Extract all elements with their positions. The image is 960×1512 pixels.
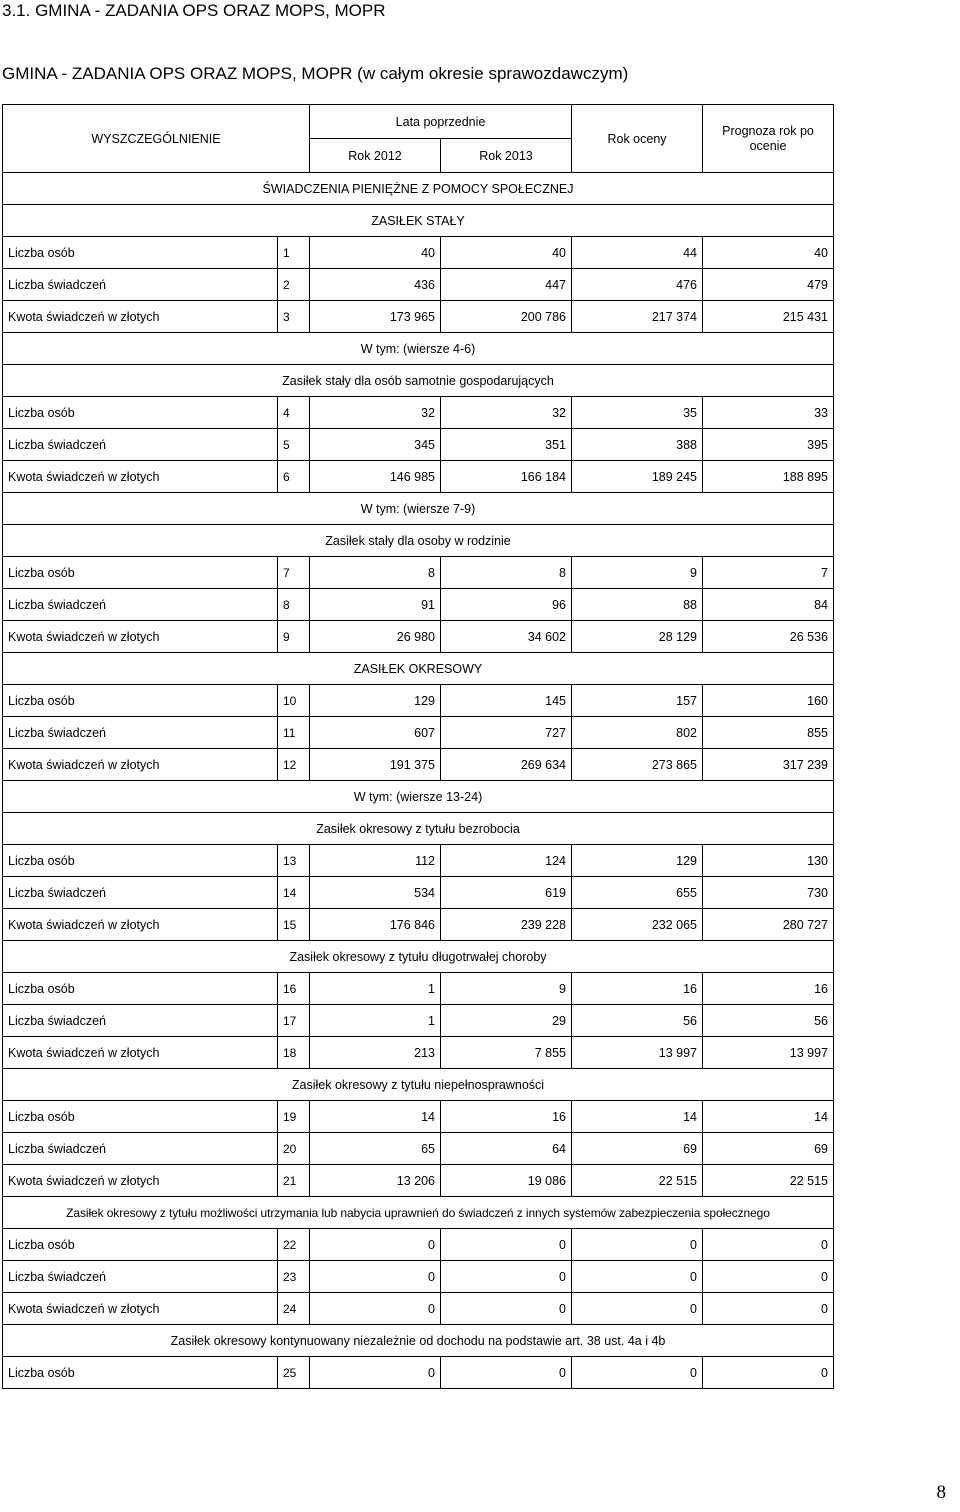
value-assessment-year: 0 (572, 1293, 703, 1325)
value-2012: 32 (310, 397, 441, 429)
value-2012: 26 980 (310, 621, 441, 653)
value-forecast: 33 (703, 397, 834, 429)
row-number: 21 (278, 1165, 310, 1197)
row-label: Liczba osób (3, 973, 278, 1005)
section-row (3, 813, 834, 845)
row-label: Kwota świadczeń w złotych (3, 1165, 278, 1197)
row-number: 12 (278, 749, 310, 781)
value-forecast: 479 (703, 269, 834, 301)
value-forecast: 130 (703, 845, 834, 877)
table-row (3, 1037, 834, 1069)
value-forecast: 0 (703, 1293, 834, 1325)
value-2012: 91 (310, 589, 441, 621)
section-heading: Zasiłek okresowy z tytułu bezrobocia (3, 813, 834, 845)
value-forecast: 280 727 (703, 909, 834, 941)
value-2012: 8 (310, 557, 441, 589)
document-title: GMINA - ZADANIA OPS ORAZ MOPS, MOPR (w całym okresie sprawozdawczym) (2, 64, 629, 83)
table-row (3, 1261, 834, 1293)
value-forecast: 395 (703, 429, 834, 461)
value-assessment-year: 56 (572, 1005, 703, 1037)
value-2013: 0 (441, 1261, 572, 1293)
row-number: 8 (278, 589, 310, 621)
row-number: 15 (278, 909, 310, 941)
row-number: 14 (278, 877, 310, 909)
value-forecast: 160 (703, 685, 834, 717)
value-assessment-year: 88 (572, 589, 703, 621)
value-assessment-year: 44 (572, 237, 703, 269)
value-forecast: 7 (703, 557, 834, 589)
header-row-top (3, 105, 834, 139)
row-number: 7 (278, 557, 310, 589)
value-2013: 29 (441, 1005, 572, 1037)
value-assessment-year: 232 065 (572, 909, 703, 941)
value-forecast: 22 515 (703, 1165, 834, 1197)
value-2012: 13 206 (310, 1165, 441, 1197)
table-row (3, 557, 834, 589)
value-forecast: 26 536 (703, 621, 834, 653)
header-year-2013: Rok 2013 (441, 139, 572, 173)
row-number: 16 (278, 973, 310, 1005)
row-label: Liczba osób (3, 397, 278, 429)
table-row (3, 461, 834, 493)
table-row (3, 397, 834, 429)
value-2013: 0 (441, 1357, 572, 1389)
value-assessment-year: 802 (572, 717, 703, 749)
value-2013: 351 (441, 429, 572, 461)
value-assessment-year: 0 (572, 1357, 703, 1389)
value-2012: 0 (310, 1261, 441, 1293)
table-body (3, 173, 834, 1389)
section-heading: Zasiłek stały dla osób samotnie gospodarujących (3, 365, 834, 397)
table-row (3, 1133, 834, 1165)
value-assessment-year: 14 (572, 1101, 703, 1133)
row-number: 17 (278, 1005, 310, 1037)
value-assessment-year: 13 997 (572, 1037, 703, 1069)
row-number: 6 (278, 461, 310, 493)
section-row (3, 365, 834, 397)
value-2013: 9 (441, 973, 572, 1005)
value-assessment-year: 35 (572, 397, 703, 429)
table-row (3, 877, 834, 909)
value-2013: 7 855 (441, 1037, 572, 1069)
section-heading: Zasiłek okresowy z tytułu możliwości utrzymania lub nabycia uprawnień do świadczeń z innych systemów zabezpieczenia społecznego (3, 1197, 834, 1229)
table-row (3, 973, 834, 1005)
value-assessment-year: 476 (572, 269, 703, 301)
table-row (3, 685, 834, 717)
row-label: Liczba osób (3, 685, 278, 717)
section-title: 3.1. GMINA - ZADANIA OPS ORAZ MOPS, MOPR (2, 1, 386, 20)
value-2013: 200 786 (441, 301, 572, 333)
section-heading: ZASIŁEK STAŁY (3, 205, 834, 237)
value-forecast: 0 (703, 1357, 834, 1389)
value-2013: 34 602 (441, 621, 572, 653)
row-label: Liczba świadczeń (3, 429, 278, 461)
value-2013: 447 (441, 269, 572, 301)
value-assessment-year: 388 (572, 429, 703, 461)
value-assessment-year: 157 (572, 685, 703, 717)
section-row (3, 525, 834, 557)
value-assessment-year: 16 (572, 973, 703, 1005)
value-2013: 239 228 (441, 909, 572, 941)
value-2012: 112 (310, 845, 441, 877)
value-2013: 269 634 (441, 749, 572, 781)
section-heading: ŚWIADCZENIA PIENIĘŻNE Z POMOCY SPOŁECZNEJ (3, 173, 834, 205)
row-label: Liczba osób (3, 1229, 278, 1261)
row-label: Liczba świadczeń (3, 589, 278, 621)
table-row (3, 1005, 834, 1037)
row-label: Kwota świadczeń w złotych (3, 1293, 278, 1325)
table-row (3, 429, 834, 461)
value-2012: 0 (310, 1357, 441, 1389)
value-assessment-year: 129 (572, 845, 703, 877)
value-2013: 145 (441, 685, 572, 717)
header-year-2012: Rok 2012 (310, 139, 441, 173)
table-row (3, 845, 834, 877)
value-assessment-year: 655 (572, 877, 703, 909)
value-2012: 65 (310, 1133, 441, 1165)
value-forecast: 13 997 (703, 1037, 834, 1069)
value-forecast: 14 (703, 1101, 834, 1133)
value-2012: 1 (310, 1005, 441, 1037)
row-label: Kwota świadczeń w złotych (3, 301, 278, 333)
section-row (3, 173, 834, 205)
table-row (3, 909, 834, 941)
value-forecast: 56 (703, 1005, 834, 1037)
row-label: Liczba świadczeń (3, 877, 278, 909)
value-forecast: 0 (703, 1261, 834, 1293)
section-heading: W tym: (wiersze 13-24) (3, 781, 834, 813)
section-heading: Zasiłek stały dla osoby w rodzinie (3, 525, 834, 557)
row-label: Kwota świadczeń w złotych (3, 1037, 278, 1069)
section-heading: ZASIŁEK OKRESOWY (3, 653, 834, 685)
row-number: 2 (278, 269, 310, 301)
table-row (3, 589, 834, 621)
section-row (3, 1069, 834, 1101)
value-2012: 129 (310, 685, 441, 717)
row-number: 23 (278, 1261, 310, 1293)
header-assessment-year: Rok oceny (572, 105, 703, 173)
value-2013: 8 (441, 557, 572, 589)
report-table (2, 104, 834, 1389)
value-2013: 19 086 (441, 1165, 572, 1197)
row-label: Liczba osób (3, 1357, 278, 1389)
value-2012: 191 375 (310, 749, 441, 781)
section-row (3, 333, 834, 365)
value-2012: 607 (310, 717, 441, 749)
section-heading: Zasiłek okresowy z tytułu niepełnosprawności (3, 1069, 834, 1101)
row-label: Liczba świadczeń (3, 717, 278, 749)
row-number: 5 (278, 429, 310, 461)
value-forecast: 730 (703, 877, 834, 909)
row-label: Kwota świadczeń w złotych (3, 749, 278, 781)
row-number: 25 (278, 1357, 310, 1389)
section-row (3, 941, 834, 973)
value-2013: 166 184 (441, 461, 572, 493)
section-row (3, 781, 834, 813)
value-2013: 727 (441, 717, 572, 749)
section-heading: Zasiłek okresowy z tytułu długotrwałej choroby (3, 941, 834, 973)
section-row (3, 205, 834, 237)
header-prev-years: Lata poprzednie (310, 105, 572, 139)
table-row (3, 1229, 834, 1261)
value-assessment-year: 273 865 (572, 749, 703, 781)
row-number: 3 (278, 301, 310, 333)
value-2012: 534 (310, 877, 441, 909)
value-2013: 0 (441, 1229, 572, 1261)
value-forecast: 0 (703, 1229, 834, 1261)
value-2012: 436 (310, 269, 441, 301)
value-forecast: 16 (703, 973, 834, 1005)
row-label: Liczba osób (3, 1101, 278, 1133)
value-forecast: 317 239 (703, 749, 834, 781)
value-assessment-year: 189 245 (572, 461, 703, 493)
section-row (3, 653, 834, 685)
value-assessment-year: 0 (572, 1261, 703, 1293)
value-assessment-year: 0 (572, 1229, 703, 1261)
table-row (3, 749, 834, 781)
value-forecast: 40 (703, 237, 834, 269)
row-label: Kwota świadczeń w złotych (3, 461, 278, 493)
value-assessment-year: 22 515 (572, 1165, 703, 1197)
section-row (3, 493, 834, 525)
value-forecast: 188 895 (703, 461, 834, 493)
row-label: Liczba świadczeń (3, 1261, 278, 1293)
page-number: 8 (936, 1482, 946, 1503)
value-2013: 619 (441, 877, 572, 909)
table-row (3, 717, 834, 749)
row-label: Liczba osób (3, 557, 278, 589)
value-forecast: 84 (703, 589, 834, 621)
value-2013: 0 (441, 1293, 572, 1325)
table-row (3, 269, 834, 301)
section-heading: W tym: (wiersze 4-6) (3, 333, 834, 365)
row-number: 9 (278, 621, 310, 653)
row-number: 10 (278, 685, 310, 717)
row-number: 22 (278, 1229, 310, 1261)
header-wyszczegolnienie: WYSZCZEGÓLNIENIE (3, 105, 310, 173)
row-label: Liczba świadczeń (3, 269, 278, 301)
value-2013: 64 (441, 1133, 572, 1165)
value-assessment-year: 9 (572, 557, 703, 589)
value-2012: 1 (310, 973, 441, 1005)
value-2013: 16 (441, 1101, 572, 1133)
table-row (3, 1293, 834, 1325)
row-label: Kwota świadczeń w złotych (3, 621, 278, 653)
section-row (3, 1197, 834, 1229)
section-heading: W tym: (wiersze 7-9) (3, 493, 834, 525)
table-row (3, 1101, 834, 1133)
value-2012: 0 (310, 1293, 441, 1325)
value-2012: 173 965 (310, 301, 441, 333)
row-label: Kwota świadczeń w złotych (3, 909, 278, 941)
table-row (3, 237, 834, 269)
row-number: 1 (278, 237, 310, 269)
value-2013: 40 (441, 237, 572, 269)
value-2012: 14 (310, 1101, 441, 1133)
section-row (3, 1325, 834, 1357)
row-number: 18 (278, 1037, 310, 1069)
row-number: 20 (278, 1133, 310, 1165)
value-2012: 345 (310, 429, 441, 461)
value-2012: 146 985 (310, 461, 441, 493)
row-number: 11 (278, 717, 310, 749)
value-forecast: 215 431 (703, 301, 834, 333)
value-2012: 40 (310, 237, 441, 269)
value-assessment-year: 217 374 (572, 301, 703, 333)
value-assessment-year: 69 (572, 1133, 703, 1165)
row-label: Liczba świadczeń (3, 1005, 278, 1037)
value-assessment-year: 28 129 (572, 621, 703, 653)
row-number: 4 (278, 397, 310, 429)
section-heading: Zasiłek okresowy kontynuowany niezależnie od dochodu na podstawie art. 38 ust. 4a i 4b (3, 1325, 834, 1357)
table-row (3, 301, 834, 333)
value-2012: 176 846 (310, 909, 441, 941)
value-2012: 213 (310, 1037, 441, 1069)
table-row (3, 1357, 834, 1389)
value-2013: 96 (441, 589, 572, 621)
table-row (3, 1165, 834, 1197)
row-label: Liczba osób (3, 845, 278, 877)
row-number: 19 (278, 1101, 310, 1133)
value-2012: 0 (310, 1229, 441, 1261)
value-forecast: 855 (703, 717, 834, 749)
value-forecast: 69 (703, 1133, 834, 1165)
row-number: 24 (278, 1293, 310, 1325)
value-2013: 32 (441, 397, 572, 429)
row-number: 13 (278, 845, 310, 877)
table-row (3, 621, 834, 653)
value-2013: 124 (441, 845, 572, 877)
row-label: Liczba osób (3, 237, 278, 269)
header-forecast: Prognoza rok po ocenie (703, 105, 834, 173)
row-label: Liczba świadczeń (3, 1133, 278, 1165)
